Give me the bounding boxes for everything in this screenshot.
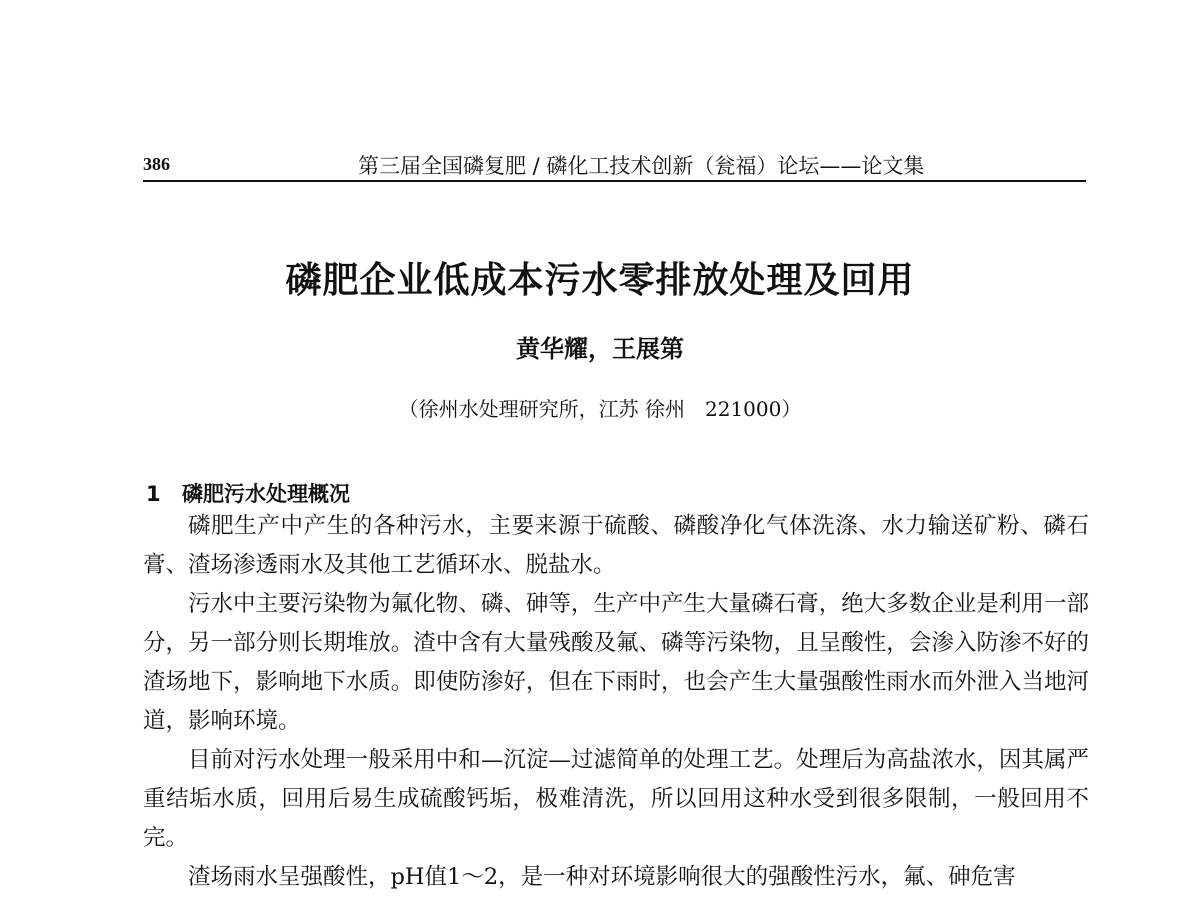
authors: 黄华耀，王展第 bbox=[516, 334, 684, 363]
paragraph: 磷肥生产中产生的各种污水，主要来源于硫酸、磷酸净化气体洗涤、水力输送矿粉、磷石膏、渣场渗透雨水及其他工艺循环水、脱盐水。 bbox=[143, 513, 1089, 578]
section-number: 1 bbox=[146, 482, 161, 506]
body-text bbox=[143, 507, 1089, 897]
paragraph: 渣场雨水呈强酸性，pH值1～2，是一种对环境影响很大的强酸性污水，氟、砷危害 bbox=[188, 864, 1016, 890]
paragraph: 污水中主要污染物为氟化物、磷、砷等，生产中产生大量磷石膏，绝大多数企业是利用一部分，另一部分则长期堆放。渣中含有大量残酸及氟、磷等污染物，且呈酸性，会渗入防渗不好的渣场地下，影响地下水质。即使防渗好，但在下雨时，也会产生大量强酸性雨水而外泄入当地河道，影响环境。 bbox=[143, 591, 1089, 734]
section-heading bbox=[146, 478, 350, 508]
affiliation: （徐州水处理研究所，江苏 徐州 221000） bbox=[398, 397, 802, 421]
page-number: 386 bbox=[143, 154, 170, 174]
section-title: 磷肥污水处理概况 bbox=[182, 482, 350, 506]
paragraph: 目前对污水处理一般采用中和—沉淀—过滤简单的处理工艺。处理后为高盐浓水，因其属严重结垢水质，回用后易生成硫酸钙垢，极难清洗，所以回用这种水受到很多限制，一般回用不完。 bbox=[143, 747, 1089, 851]
running-header bbox=[143, 150, 1086, 182]
paper-title: 磷肥企业低成本污水零排放处理及回用 bbox=[285, 260, 915, 301]
journal-title: 第三届全国磷复肥 / 磷化工技术创新（瓮福）论坛——论文集 bbox=[358, 154, 925, 178]
